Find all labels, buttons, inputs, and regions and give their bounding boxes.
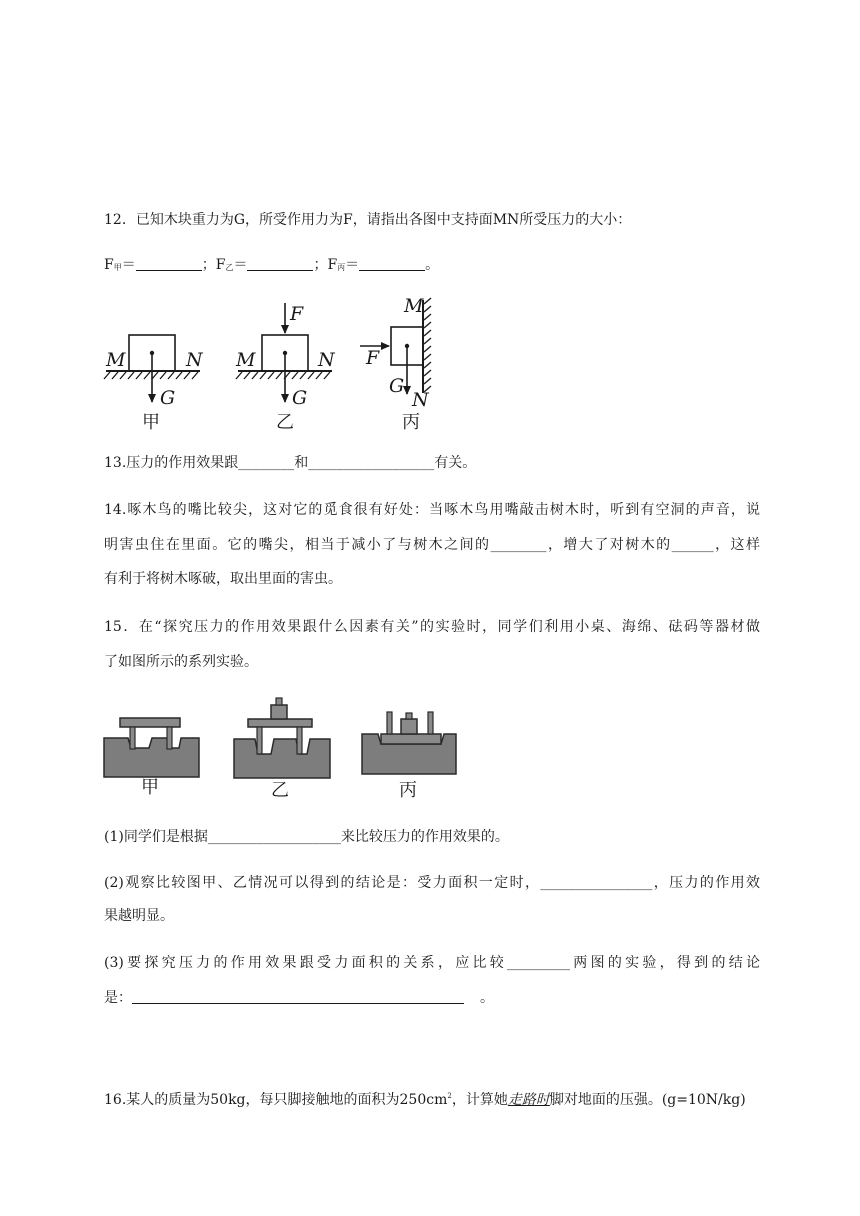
q12-stem: 12．已知木块重力为G，所受作用力为F，请指出各图中支持面MN所受压力的大小：: [104, 212, 632, 228]
q15-sub3-text-b: 两图的实验，得到的结论: [570, 955, 760, 971]
q15-sub-3-cont: [104, 988, 760, 1008]
q16-text-c: 脚对地面的压强。(g=10N/kg): [549, 1092, 746, 1108]
label-g: G: [292, 387, 308, 409]
q15-sub2-text-a: (2)观察比较图甲、乙情况可以得到的结论是：受力面积一定时，: [104, 875, 541, 891]
q14-text-c: ，这样: [713, 537, 761, 553]
caption-jia: 甲: [141, 777, 159, 798]
q16-emphasis: 走路时: [507, 1092, 550, 1108]
q15-sub3-text-c: 是：: [104, 990, 132, 1006]
q13-blank-1[interactable]: ________: [238, 455, 295, 471]
sponge-bing: [362, 712, 456, 801]
caption-yi: 乙: [271, 780, 289, 801]
label-f: F: [290, 303, 304, 325]
q16-text-b: ，计算她: [451, 1092, 508, 1108]
q16: [104, 1086, 760, 1110]
q14-text-a: 明害虫住在里面。它的嘴尖，相当于减小了与树木之间的: [104, 537, 491, 553]
q13-text-1: 13.压力的作用效果跟: [104, 455, 239, 471]
label-g: G: [160, 387, 176, 409]
label-n: N: [412, 389, 429, 411]
eq-sign: ＝: [233, 257, 248, 273]
q13-blank-2[interactable]: __________________: [308, 455, 435, 471]
q14-blank-2[interactable]: ______: [671, 537, 714, 553]
q15-sub3-blank[interactable]: _________: [507, 955, 571, 971]
q16-superscript: 2: [447, 1092, 452, 1100]
f3-subscript: 丙: [337, 263, 346, 272]
caption-yi: 乙: [276, 412, 294, 433]
label-f: F: [366, 347, 380, 369]
caption-bing: 丙: [399, 780, 417, 801]
q15-sub1-blank[interactable]: ___________________: [207, 829, 341, 845]
f1-symbol: F: [104, 257, 114, 273]
q15-sub-2: [104, 873, 760, 893]
period: 。: [425, 257, 440, 273]
f3-symbol: F: [327, 257, 338, 273]
q15-sub1-text-a: (1)同学们是根据: [104, 829, 208, 845]
q15-sub2-blank[interactable]: ________________: [540, 875, 653, 891]
q13-text-3: 有关。: [434, 455, 477, 471]
label-g: G: [389, 375, 405, 397]
separator: ；: [201, 257, 216, 273]
q15-line-1: 15．在“探究压力的作用效果跟什么因素有关”的实验时，同学们利用小桌、海绵、砝码等器材做: [104, 619, 760, 635]
eq-sign: ＝: [121, 257, 136, 273]
label-m: M: [106, 349, 126, 371]
label-n: N: [186, 349, 203, 371]
separator: ；: [313, 257, 328, 273]
period: 。: [480, 990, 494, 1006]
q15-sub-1: [104, 827, 760, 847]
q15-sub-2-cont: 果越明显。: [104, 908, 174, 924]
q14-blank-1[interactable]: ________: [490, 537, 547, 553]
q15-line-2: 了如图所示的系列实验。: [104, 654, 258, 670]
sponge-yi: [234, 698, 330, 801]
q15-sub-3: [104, 953, 760, 973]
f2-subscript: 乙: [225, 263, 234, 272]
q14-line-1: 14.啄木鸟的嘴比较尖，这对它的觅食很有好处：当啄木鸟用嘴敲击树木时，听到有空洞的声音，说: [104, 502, 760, 518]
label-n: N: [318, 349, 335, 371]
q15-sub2-text-b: ，压力的作用效: [652, 875, 760, 891]
label-m: M: [236, 349, 256, 371]
q16-text-a: 16.某人的质量为50kg，每只脚接触地的面积为250cm: [104, 1092, 448, 1108]
q14-text-b: ，增大了对树木的: [546, 537, 672, 553]
f2-symbol: F: [215, 257, 226, 273]
sponge-jia: [104, 718, 199, 798]
caption-jia: 甲: [142, 412, 160, 433]
q15-sub3-text-a: (3)要探究压力的作用效果跟受力面积的关系，应比较: [104, 955, 508, 971]
label-m: M: [404, 295, 424, 317]
q14-line-3: 有利于将树木啄破，取出里面的害虫。: [104, 571, 342, 587]
q15-conclusion-blank[interactable]: [132, 989, 464, 1004]
caption-bing: 丙: [402, 412, 420, 433]
f1-subscript: 甲: [113, 263, 122, 272]
q15-sub1-text-b: 来比较压力的作用效果的。: [340, 829, 509, 845]
eq-sign: ＝: [345, 257, 360, 273]
q13-text-2: 和: [294, 455, 309, 471]
